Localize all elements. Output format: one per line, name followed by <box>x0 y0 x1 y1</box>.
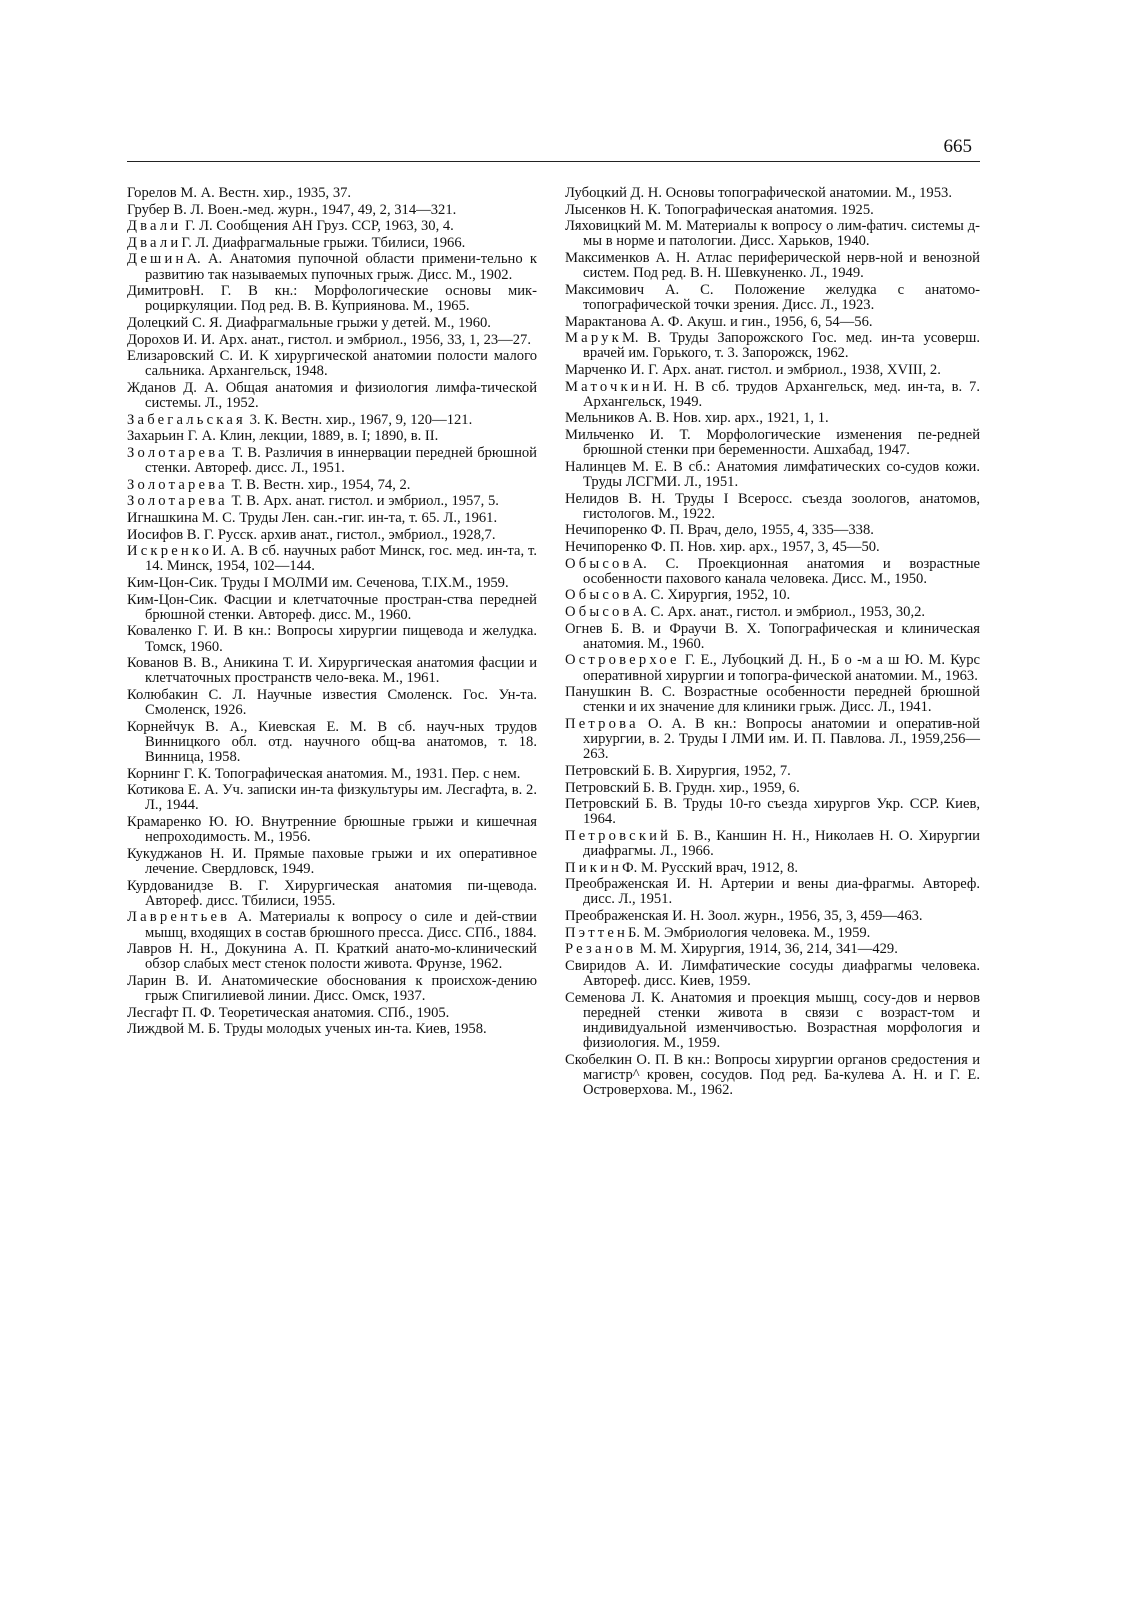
bibliography-entry <box>127 186 537 201</box>
entry-text: Г. Л. Диафрагмальные грыжи. Тбилиси, 1966. <box>181 234 466 251</box>
entry-text: М. В. Труды Запорожского Гос. мед. ин-та усоверш. врачей им. Горького, т. 3. Запорожск, 1962. <box>583 330 980 362</box>
bibliography-entry <box>565 557 980 587</box>
bibliography-entry <box>565 991 980 1052</box>
entry-text: Ф. М. Русский врач, 1912, 8. <box>622 859 799 876</box>
bibliography-entry <box>127 767 537 782</box>
bibliography-entry <box>565 622 980 652</box>
bibliography-entry <box>565 331 980 361</box>
entry-text: Елизаровский С. И. К хирургической анатомии полости малого сальника. Архангельск, 1948. <box>127 348 537 380</box>
spaced-author-name: Петровский <box>565 827 672 844</box>
bibliography-entry <box>127 974 537 1004</box>
bibliography-entry <box>127 252 537 282</box>
entry-text: Жданов Д. А. Общая анатомия и физиология лимфа-тической системы. Л., 1952. <box>127 379 537 412</box>
entry-text: Корнейчук В. А., Киевская Е. М. В сб. науч-ных трудов Винницкого обл. отд. научного общ-ва анатомов, т. 18. Винница, 1958. <box>127 718 537 766</box>
entry-text: Огнев Б. В. и Фраучи В. Х. Топографическая и клиническая анатомия. М., 1960. <box>565 620 980 652</box>
entry-text: Лубоцкий Д. Н. Основы топографической анатомии. М., 1953. <box>565 185 952 201</box>
entry-text: А. С. Хирургия, 1952, 10. <box>632 587 791 604</box>
entry-text: А. С. Проекционная анатомия и возрастные особенности пахового канала человека. Дисс. М., 1950. <box>583 555 980 587</box>
bibliography-entry <box>127 413 537 428</box>
entry-text: Т. В. Различия в иннервации передней брюшной стенки. Автореф. дисс. Л., 1951. <box>145 444 537 477</box>
header-rule <box>127 161 980 162</box>
spaced-author-name: Резанов <box>565 941 637 958</box>
bibliography-entry <box>127 544 537 574</box>
bibliography-entry <box>127 879 537 909</box>
entry-text: ДимитровН. Г. В кн.: Морфологические основы мик-роциркуляции. Под ред. В. В. Куприянова. М., 1965. <box>127 283 537 315</box>
spaced-author-name: Островерхое <box>565 652 680 669</box>
entry-text: И. А. В сб. научных работ Минск, гос. мед. ин-та, т. 14. Минск, 1954, 102—144. <box>145 543 537 575</box>
entry-text: Панушкин В. С. Возрастные особенности передней брюшной стенки и их значение для клиники грыж. Дисс. Л., 1941. <box>565 684 980 716</box>
entry-text: Петровский Б. В. Грудн. хир., 1959, 6. <box>565 779 800 796</box>
bibliography-entry <box>127 1022 537 1037</box>
entry-text: Мельников А. В. Нов. хир. арх., 1921, 1, 1. <box>565 410 829 427</box>
entry-text: Ким-Цон-Сик. Фасции и клетчаточные простран-ства передней брюшной стенки. Автореф. дисс. М., 1960. <box>127 591 537 623</box>
spaced-author-name: Пэттен <box>565 924 629 941</box>
entry-text: Захарьин Г. А. Клин, лекции, 1889, в. I; 1890, в. II. <box>127 428 439 445</box>
entry-text: О. А. В кн.: Вопросы анатомии и оператив-ной хирургии, в. 2. Труды I ЛМИ им. И. П. Павлова. Л., 1959,256—263. <box>583 715 980 763</box>
entry-text: Преображенская И. Н. Артерии и вены диа-фрагмы. Автореф. дисс. Л., 1951. <box>565 876 980 908</box>
entry-text: Т. В. Арх. анат. гистол. и эмбриол., 1957, 5. <box>227 493 499 510</box>
spaced-author-name: Двали <box>127 218 182 235</box>
bibliography-entry <box>127 720 537 766</box>
spaced-author-name: Золотарева <box>127 476 228 493</box>
spaced-author-name: Обысов <box>565 555 633 572</box>
bibliography-entry <box>565 877 980 907</box>
bibliography-entry <box>565 605 980 620</box>
bibliography-entry <box>127 446 537 476</box>
entry-text: Петровский Б. В. Труды 10-го съезда хирургов Укр. ССР. Киев, 1964. <box>565 796 980 828</box>
bibliography-entry <box>127 942 537 972</box>
entry-text: И. Н. В сб. трудов Архангельск, мед. ин-та, в. 7. Архангельск, 1949. <box>583 378 980 410</box>
entry-text: Петровский Б. В. Хирургия, 1952, 7. <box>565 762 791 779</box>
entry-text: Коваленко Г. И. В кн.: Вопросы хирургии пищевода и желудка. Томск, 1960. <box>127 623 537 655</box>
bibliography-entry <box>127 284 537 314</box>
spaced-author-name: Марук <box>565 330 622 347</box>
bibliography-entry <box>565 219 980 249</box>
bibliography-entry <box>127 316 537 331</box>
bibliography-entry <box>565 540 980 555</box>
entry-text: Ларин В. И. Анатомические обоснования к происхож-дению грыж Спигилиевой линии. Дисс. Омск, 1937. <box>127 973 537 1005</box>
entry-text: 3. К. Вестн. хир., 1967, 9, 120—121. <box>245 411 473 428</box>
entry-text: Налинцев М. Е. В сб.: Анатомия лимфатических со-судов кожи. Труды ЛСГМИ. Л., 1951. <box>565 458 980 490</box>
spaced-author-name: Золотарева <box>127 444 228 461</box>
entry-text: Лавров Н. Н., Докунина А. П. Краткий анато-мо-клинический обзор слабых мест стенок полости живота. Фрунзе, 1962. <box>127 941 537 973</box>
entry-text: Крамаренко Ю. Ю. Внутренние брюшные грыжи и кишечная непроходимость. М., 1956. <box>127 814 537 846</box>
bibliography-entry <box>127 381 537 411</box>
entry-text: Марактанова А. Ф. Акуш. и гин., 1956, 6, 54—56. <box>565 313 873 330</box>
bibliography-entry <box>565 363 980 378</box>
entry-text: Семенова Л. К. Анатомия и проекция мышц, сосу-дов и нервов передней стенки живота в связи с возраст-том и индивидуальной изменчивостью. Возрастная морфология и физиология. М., 1959. <box>565 989 980 1052</box>
entry-text: Преображенская И. Н. Зоол. журн., 1956, 35, 3, 459—463. <box>565 908 923 925</box>
bibliography-entry <box>565 959 980 989</box>
entry-text: Котикова Е. А. Уч. записки ин-та физкультуры им. Лесгафта, в. 2. Л., 1944. <box>127 782 537 814</box>
spaced-author-name: Дешин <box>127 251 187 268</box>
entry-text: Нечипоренко Ф. П. Нов. хир. арх., 1957, 3, 45—50. <box>565 538 880 555</box>
bibliography-entry <box>565 909 980 924</box>
entry-text: Дорохов И. И. Арх. анат., гистол. и эмбриол., 1956, 33, 1, 23—27. <box>127 331 532 348</box>
spaced-author-name: Двали <box>127 234 182 251</box>
spaced-author-name: Пикин <box>565 859 623 876</box>
bibliography-entry <box>565 186 980 201</box>
bibliography-entry <box>127 656 537 686</box>
bibliography-entry <box>565 428 980 458</box>
bibliography-entry <box>565 717 980 763</box>
spaced-author-name: Лаврентьев <box>127 909 231 926</box>
bibliography-entry <box>127 429 537 444</box>
spaced-author-name: Обысов <box>565 603 633 620</box>
page-number: 665 <box>943 136 972 157</box>
entry-text: Максимович А. С. Положение желудка с анатомо-топографической точки зрения. Дисс. Л., 1923. <box>565 281 980 313</box>
bibliography-entry <box>565 653 980 683</box>
entry-text: Корнинг Г. К. Топографическая анатомия. М., 1931. Пер. с нем. <box>127 765 521 782</box>
spaced-author-name: Обысов <box>565 587 633 604</box>
entry-text: Долецкий С. Я. Диафрагмальные грыжи у детей. М., 1960. <box>127 314 491 331</box>
bibliography-entry <box>565 861 980 876</box>
bibliography-entry <box>127 847 537 877</box>
bibliography-entry <box>127 576 537 591</box>
bibliography-entry <box>127 203 537 218</box>
bibliography-entry <box>127 236 537 251</box>
bibliography-entry <box>565 829 980 859</box>
bibliography-entry <box>127 528 537 543</box>
bibliography-entry <box>127 349 537 379</box>
bibliography-entry <box>565 492 980 522</box>
entry-text: Курдованидзе В. Г. Хирургическая анатомия пи-щевода. Автореф. дисс. Тбилиси, 1955. <box>127 877 537 909</box>
entry-text: Колюбакин С. Л. Научные известия Смоленск. Гос. Ун-та. Смоленск, 1926. <box>127 686 537 719</box>
bibliography-entry <box>565 781 980 796</box>
bibliography-entry <box>127 815 537 845</box>
entry-text: Горелов М. А. Вестн. хир., 1935, 37. <box>127 185 352 201</box>
bibliography-entry <box>127 494 537 509</box>
entry-text: Ким-Цон-Сик. Труды I МОЛМИ им. Сеченова, Т.IX.М., 1959. <box>127 574 509 591</box>
spaced-author-name: Маточкин <box>565 378 653 395</box>
entry-text: Лысенков Н. К. Топографическая анатомия. 1925. <box>565 201 874 218</box>
bibliography-entry <box>127 511 537 526</box>
entry-text: Иосифов В. Г. Русск. архив анат., гистол., эмбриол., 1928,7. <box>127 526 496 543</box>
entry-text: Лесгафт П. Ф. Теоретическая анатомия. СПб., 1905. <box>127 1004 450 1021</box>
bibliography-entry <box>565 411 980 426</box>
bibliography-entry <box>127 333 537 348</box>
entry-text: Кукуджанов Н. И. Прямые паховые грыжи и их оперативное лечение. Свердловск, 1949. <box>127 845 537 878</box>
bibliography-entry <box>565 523 980 538</box>
entry-text: Б. В., Каншин Н. Н., Николаев Н. О. Хирургии диафрагмы. Л., 1966. <box>583 827 980 860</box>
bibliography-entry <box>565 203 980 218</box>
spaced-author-name: Искренко <box>127 543 212 560</box>
entry-text: Грубер В. Л. Воен.-мед. журн., 1947, 49, 2, 314—321. <box>127 201 457 218</box>
bibliography-left-column <box>127 186 537 1039</box>
spaced-author-name: Петрова <box>565 715 639 732</box>
entry-text: Лиждвой М. Б. Труды молодых ученых ин-та. Киев, 1958. <box>127 1021 487 1038</box>
entry-text: Б. М. Эмбриология человека. М., 1959. <box>628 924 871 941</box>
bibliography-entry <box>565 588 980 603</box>
bibliography-entry <box>127 1006 537 1021</box>
entry-text: Мильченко И. Т. Морфологические изменения пе-редней брюшной стенки при беременности. Ашхабад, 1947. <box>565 426 980 459</box>
bibliography-entry <box>127 219 537 234</box>
entry-text: А. А. Анатомия пупочной области примени-тельно к развитию так называемых пупочных грыж. Дисс. М., 1902. <box>145 251 537 283</box>
bibliography-entry <box>565 283 980 313</box>
bibliography-entry <box>565 1053 980 1099</box>
entry-text: Нелидов В. Н. Труды I Всеросс. съезда зоологов, анатомов, гистологов. М., 1922. <box>565 490 980 522</box>
entry-text: Г. Е., Лубоцкий Д. Н., Б о -м а ш Ю. М. Курс оперативной хирургии и топогра-фической анатомии. М., 1963. <box>583 652 980 684</box>
spaced-author-name: Забегальская <box>127 411 246 428</box>
entry-text: Марченко И. Г. Арх. анат. гистол. и эмбриол., 1938, XVIII, 2. <box>565 361 941 378</box>
bibliography-entry <box>565 460 980 490</box>
bibliography-entry <box>565 315 980 330</box>
entry-text: Г. Л. Сообщения АН Груз. ССР, 1963, 30, 4. <box>181 218 454 235</box>
bibliography-entry <box>127 478 537 493</box>
bibliography-entry <box>127 910 537 940</box>
bibliography-entry <box>565 251 980 281</box>
bibliography-entry <box>565 685 980 715</box>
entry-text: А. С. Арх. анат., гистол. и эмбриол., 1953, 30,2. <box>632 603 926 620</box>
bibliography-entry <box>565 942 980 957</box>
bibliography-entry <box>127 783 537 813</box>
bibliography-entry <box>565 797 980 827</box>
entry-text: Скобелкин О. П. В кн.: Вопросы хирургии органов средостения и магистр^ кровен, сосудов. Под ред. Ба-кулева А. Н. и Г. Е. Островерхова. М., 1962. <box>565 1051 980 1099</box>
entry-text: Т. В. Вестн. хир., 1954, 74, 2. <box>227 476 411 493</box>
bibliography-entry <box>127 624 537 654</box>
bibliography-right-column <box>565 186 980 1100</box>
spaced-author-name: Золотарева <box>127 493 228 510</box>
entry-text: Нечипоренко Ф. П. Врач, дело, 1955, 4, 335—338. <box>565 522 874 539</box>
entry-text: А. Материалы к вопросу о силе и дей-ствии мышц, входящих в состав брюшного пресса. Дисс. СПб., 1884. <box>145 909 537 941</box>
entry-text: Ляховицкий М. М. Материалы к вопросу о лим-фатич. системы д-мы в норме и патологии. Дисс. Харьков, 1940. <box>565 218 980 250</box>
entry-text: Максименков А. Н. Атлас периферической нерв-ной и венозной систем. Под ред. В. Н. Шевкуненко. Л., 1949. <box>565 249 980 282</box>
bibliography-entry <box>127 593 537 623</box>
entry-text: Игнашкина М. С. Труды Лен. сан.-гиг. ин-та, т. 65. Л., 1961. <box>127 509 498 526</box>
entry-text: Кованов В. В., Аникина Т. И. Хирургическая анатомия фасции и клетчаточных пространств чело-века. М., 1961. <box>127 655 537 687</box>
bibliography-entry <box>565 926 980 941</box>
bibliography-entry <box>127 688 537 718</box>
entry-text: Свиридов А. И. Лимфатические сосуды диафрагмы человека. Автореф. дисс. Киев, 1959. <box>565 957 980 990</box>
entry-text: М. М. Хирургия, 1914, 36, 214, 341—429. <box>636 941 898 958</box>
bibliography-entry <box>565 380 980 410</box>
bibliography-entry <box>565 764 980 779</box>
